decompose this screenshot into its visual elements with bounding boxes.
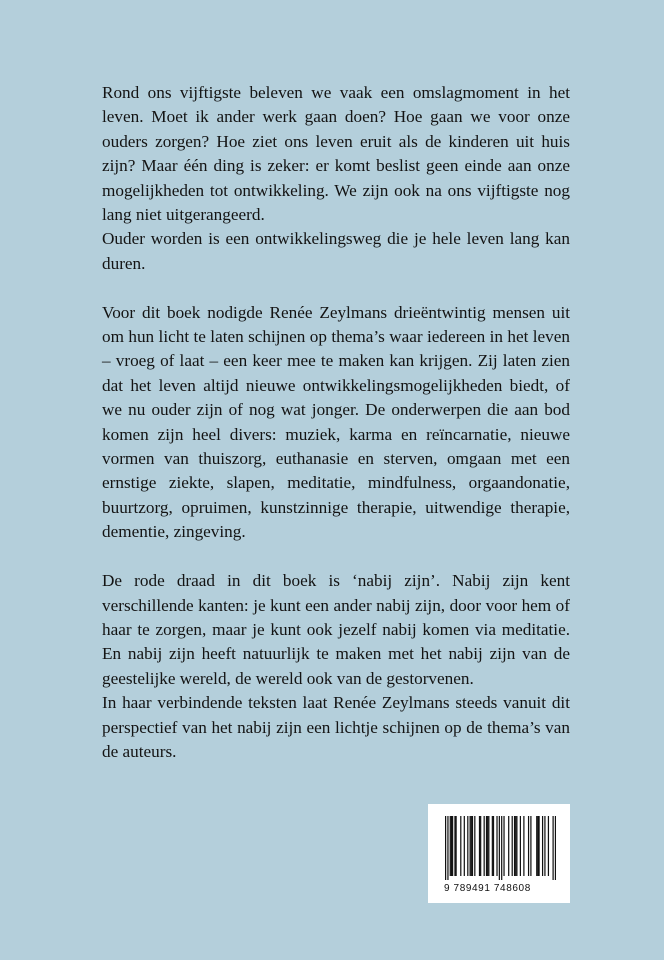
barcode-bar (516, 816, 517, 876)
barcode-bar (508, 816, 509, 876)
barcode-bar (501, 816, 502, 880)
barcode-bar (445, 816, 446, 880)
barcode-bar (512, 816, 513, 876)
barcode-bar (460, 816, 461, 876)
barcode-bar (503, 816, 504, 876)
barcode-bar (536, 816, 537, 876)
barcode-bar (515, 816, 516, 876)
barcode-bar (555, 816, 556, 880)
barcode-bar (484, 816, 485, 876)
barcode-bar (548, 816, 549, 876)
barcode-bar (530, 816, 531, 876)
barcode-bar (488, 816, 489, 876)
barcode-bar (447, 816, 448, 880)
barcode-bar (471, 816, 472, 876)
barcode-bar (523, 816, 524, 876)
barcode-bar (479, 816, 480, 876)
barcode-bar (474, 816, 475, 876)
barcode-bar (454, 816, 455, 876)
barcode-bars (445, 816, 556, 880)
paragraph-connecting-texts: In haar verbindende teksten laat Renée Zeylmans steeds vanuit dit perspectief van het nabij zijn een lichtje schijnen op de thema’s van de auteurs. (102, 693, 570, 761)
barcode-bar (514, 816, 515, 876)
barcode-bar (528, 816, 529, 876)
barcode-bar (486, 816, 487, 876)
paragraph-red-thread: De rode draad in dit boek is ‘nabij zijn’. Nabij zijn kent verschillende kanten: je kunt een ander nabij zijn, door voor hem of haar te zorgen, maar je kunt ook jezelf nabij komen via meditatie. En nabij zijn heeft natuurlijk te maken met het nabij zijn van de geestelijke wereld, de wereld ook van de gestorvenen. (102, 571, 570, 688)
barcode-bar (552, 816, 553, 880)
barcode-bar (493, 816, 494, 876)
back-cover-text (102, 81, 570, 764)
barcode-bar (492, 816, 493, 876)
barcode-bar (499, 816, 500, 880)
paragraph-ageing: Ouder worden is een ontwikkelingsweg die je hele leven lang kan duren. (102, 229, 570, 273)
barcode-bar (520, 816, 521, 876)
barcode-bar (450, 816, 451, 876)
barcode-bar (480, 816, 481, 876)
barcode-bar (467, 816, 468, 876)
isbn-barcode (428, 804, 570, 903)
barcode-bar (472, 816, 473, 876)
barcode-bar (452, 816, 453, 876)
paragraph-intro: Rond ons vijftigste beleven we vaak een omslagmoment in het leven. Moet ik ander werk gaan doen? Hoe gaan we voor onze ouders zorgen? Hoe ziet ons leven eruit als de kinderen uit huis zijn? Maar één ding is zeker: er komt beslist geen einde aan onze mogelijkheden tot ontwikkeling. We zijn ook na ons vijftigste nog lang niet uitgerangeerd. (102, 83, 570, 225)
barcode-bar (544, 816, 545, 876)
isbn-number: 9 789491 748608 (444, 883, 531, 894)
barcode-bar (456, 816, 457, 876)
barcode-bar (464, 816, 465, 876)
paragraph-book-description: Voor dit boek nodigde Renée Zeylmans drieëntwintig mensen uit om hun licht te laten schijnen op thema’s waar iedereen in het leven – vroeg of laat – een keer mee te maken kan krijgen. Zij laten zien dat het leven altijd nieuwe ontwikkelingsmogelijkheden biedt, of we nu ouder zijn of nog wat jonger. De onderwerpen die aan bod komen zijn heel divers: muziek, karma en reïncarnatie, nieuwe vormen van thuiszorg, euthanasie en sterven, omgaan met een ernstige ziekte, slapen, meditatie, mindfulness, orgaandonatie, buurtzorg, opruimen, kunstzinnige therapie, uitwendige therapie, dementie, zingeving. (102, 302, 570, 542)
barcode-bar (470, 816, 471, 876)
barcode-bar (496, 816, 497, 876)
barcode-bar (542, 816, 543, 876)
barcode-bar (451, 816, 452, 876)
barcode-bar (537, 816, 538, 876)
barcode-bar (487, 816, 488, 876)
barcode-bar (538, 816, 539, 876)
